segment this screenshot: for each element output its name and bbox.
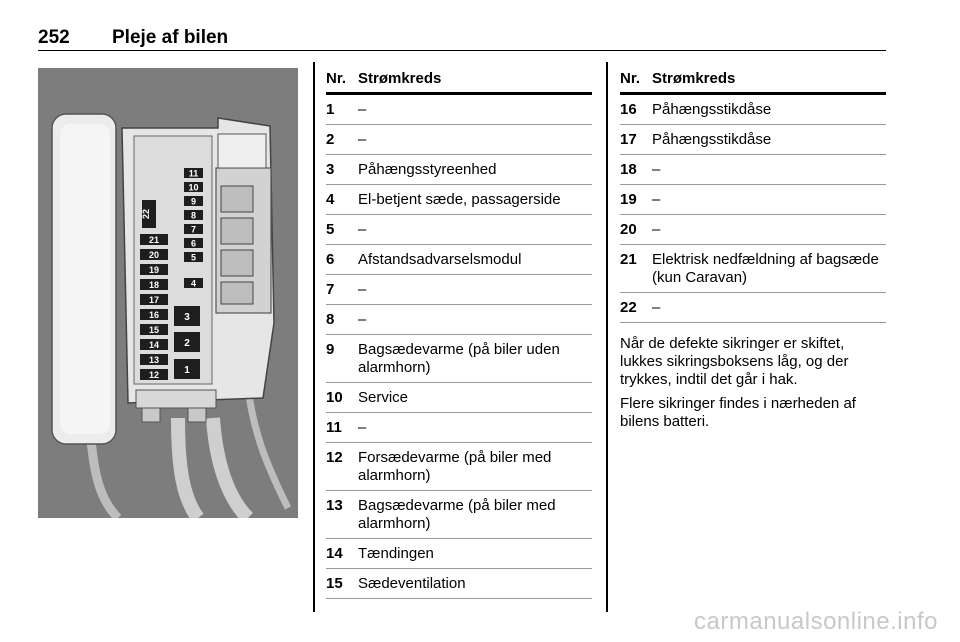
column-header-circuit: Strømkreds bbox=[652, 70, 736, 87]
table-row bbox=[620, 155, 886, 185]
table-header bbox=[620, 70, 886, 95]
circuit-description: – bbox=[358, 281, 367, 298]
circuit-description: Sædeventilation bbox=[358, 575, 466, 592]
table-row bbox=[326, 245, 592, 275]
table-row bbox=[326, 539, 592, 569]
fuse-number: 9 bbox=[326, 341, 335, 358]
table-row bbox=[326, 125, 592, 155]
fuse-label-8: 8 bbox=[190, 210, 197, 221]
fuse-label-14: 14 bbox=[148, 340, 160, 350]
fuse-number: 1 bbox=[326, 101, 335, 118]
fuse-number: 5 bbox=[326, 221, 335, 238]
fuse-number: 11 bbox=[326, 419, 342, 436]
table-row bbox=[620, 245, 886, 293]
fuse-number: 21 bbox=[620, 251, 637, 268]
table-row bbox=[326, 185, 592, 215]
circuit-description: Service bbox=[358, 389, 409, 406]
fuse-label-13: 13 bbox=[148, 355, 160, 365]
fuse-label-19: 19 bbox=[148, 265, 160, 275]
table-row bbox=[620, 293, 886, 323]
watermark: carmanualsonline.info bbox=[694, 608, 938, 635]
table-row bbox=[326, 443, 592, 491]
paragraph: Flere sikringer findes i nærheden af bilens batteri. bbox=[620, 395, 856, 430]
body-text bbox=[620, 335, 886, 431]
circuit-description: – bbox=[358, 311, 367, 328]
fuse-label-12: 12 bbox=[148, 370, 160, 380]
circuit-description: – bbox=[358, 419, 367, 436]
fuse-number: 20 bbox=[620, 221, 637, 238]
fuse-label-18: 18 bbox=[148, 280, 160, 290]
table-row bbox=[326, 275, 592, 305]
table-row bbox=[326, 383, 592, 413]
fuse-number: 12 bbox=[326, 449, 343, 466]
fuse-label-9: 9 bbox=[190, 196, 197, 207]
circuit-description: Bagsædevarme (på biler med alarmhorn) bbox=[358, 497, 556, 532]
fuse-label-4: 4 bbox=[190, 278, 197, 289]
circuit-description: Afstandsadvarselsmodul bbox=[358, 251, 522, 268]
table-row bbox=[326, 305, 592, 335]
circuit-description: – bbox=[358, 131, 367, 148]
table-row bbox=[326, 491, 592, 539]
circuit-description: – bbox=[358, 221, 367, 238]
circuit-description: Bagsædevarme (på biler uden alarmhorn) bbox=[358, 341, 560, 376]
circuit-description: – bbox=[652, 191, 661, 208]
table-row bbox=[620, 215, 886, 245]
circuit-description: – bbox=[652, 299, 661, 316]
column-header-nr: Nr. bbox=[620, 70, 641, 87]
circuit-description: – bbox=[358, 101, 367, 118]
circuit-description: – bbox=[652, 221, 661, 238]
fuse-number: 13 bbox=[326, 497, 343, 514]
circuit-description: – bbox=[652, 161, 661, 178]
fuse-number: 15 bbox=[326, 575, 343, 592]
fuse-table-left bbox=[326, 70, 592, 599]
column-header-circuit: Strømkreds bbox=[358, 70, 442, 87]
fuse-number: 16 bbox=[620, 101, 637, 118]
table-row bbox=[326, 569, 592, 599]
circuit-description: Påhængsstikdåse bbox=[652, 101, 772, 118]
column-header-nr: Nr. bbox=[326, 70, 347, 87]
fuse-label-7: 7 bbox=[190, 224, 197, 235]
fuse-label-5: 5 bbox=[190, 252, 197, 263]
fuse-box-illustration bbox=[38, 68, 298, 518]
fuse-label-11: 11 bbox=[188, 168, 199, 179]
column-divider-right bbox=[606, 62, 608, 612]
table-row bbox=[326, 335, 592, 383]
page-number: 252 bbox=[38, 27, 70, 48]
fuse-number: 8 bbox=[326, 311, 335, 328]
fuse-number: 14 bbox=[326, 545, 343, 562]
fuse-table-right bbox=[620, 70, 886, 437]
fuse-number: 22 bbox=[620, 299, 637, 316]
fuse-number: 7 bbox=[326, 281, 335, 298]
fuse-number: 18 bbox=[620, 161, 637, 178]
fuse-label-21: 21 bbox=[148, 235, 160, 245]
fuse-label-22: 22 bbox=[141, 208, 151, 220]
table-row bbox=[620, 125, 886, 155]
table-row bbox=[620, 185, 886, 215]
table-row bbox=[326, 155, 592, 185]
page-header bbox=[38, 26, 886, 51]
fuse-number: 4 bbox=[326, 191, 335, 208]
page-title: Pleje af bilen bbox=[112, 27, 229, 48]
table-row bbox=[326, 413, 592, 443]
fuse-number: 17 bbox=[620, 131, 637, 148]
column-divider-left bbox=[313, 62, 315, 612]
fuse-number: 2 bbox=[326, 131, 335, 148]
fuse-label-2: 2 bbox=[184, 338, 190, 349]
fuse-label-3: 3 bbox=[184, 312, 190, 323]
fuse-number: 10 bbox=[326, 389, 343, 406]
circuit-description: Påhængsstikdåse bbox=[652, 131, 772, 148]
fuse-label-15: 15 bbox=[148, 325, 160, 335]
fuse-label-17: 17 bbox=[148, 295, 160, 305]
fuse-number: 6 bbox=[326, 251, 335, 268]
table-row bbox=[620, 95, 886, 125]
paragraph: Når de defekte sikringer er skiftet, lukkes sikringsboksens låg, og der trykkes, indtil det går i hak. bbox=[620, 335, 849, 388]
table-row bbox=[326, 95, 592, 125]
fuse-label-20: 20 bbox=[148, 250, 160, 260]
fuse-label-1: 1 bbox=[184, 365, 190, 376]
circuit-description: Elektrisk nedfældning af bagsæde (kun Caravan) bbox=[652, 251, 879, 286]
fuse-number: 3 bbox=[326, 161, 335, 178]
table-header bbox=[326, 70, 592, 95]
table-row bbox=[326, 215, 592, 245]
circuit-description: El-betjent sæde, passagerside bbox=[358, 191, 561, 208]
fuse-label-16: 16 bbox=[148, 310, 160, 320]
fuse-label-6: 6 bbox=[190, 238, 197, 249]
circuit-description: Påhængsstyreenhed bbox=[358, 161, 497, 178]
circuit-description: Forsædevarme (på biler med alarmhorn) bbox=[358, 449, 552, 484]
fuse-number: 19 bbox=[620, 191, 637, 208]
fuse-label-10: 10 bbox=[188, 182, 199, 193]
circuit-description: Tændingen bbox=[358, 545, 434, 562]
